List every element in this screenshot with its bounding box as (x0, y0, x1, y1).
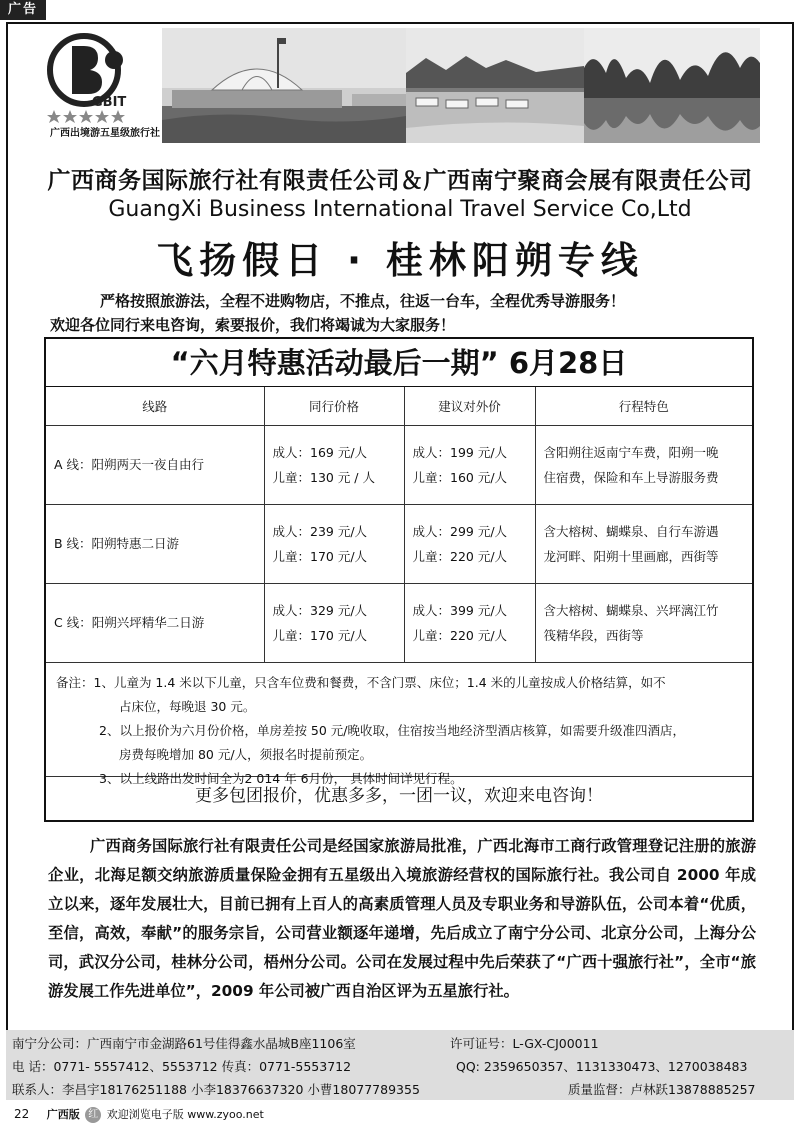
table-row (46, 583, 752, 662)
route-name: B 线：阳朔特惠二日游 (46, 504, 264, 583)
edition-badge-icon: 红 (85, 1107, 101, 1123)
header-retail-price: 建议对外价 (404, 387, 535, 425)
header-route: 线路 (46, 387, 264, 425)
ad-tag: 广告 (0, 0, 46, 20)
company-title-cn: 广西商务国际旅行社有限责任公司＆广西南宁聚商会展有限责任公司 (47, 168, 753, 194)
note-3: 3、以上线路出发时间全为2 014 年 6月份， 具体时间详见行程。 (99, 770, 463, 786)
headline: 飞扬假日 · 桂林阳朔专线 (156, 239, 644, 282)
photo-beach (406, 28, 584, 143)
price-table (46, 387, 752, 663)
peer-price: 成人：329 元/人 儿童：170 元/人 (264, 583, 404, 662)
logo-letters: GBIT (92, 95, 127, 110)
route-name: A 线：阳朔两天一夜自由行 (46, 425, 264, 504)
photo-karst-river (584, 28, 760, 143)
retail-price: 成人：399 元/人 儿童：220 元/人 (404, 583, 535, 662)
logo-mark (44, 32, 154, 124)
edition-label: 广西版 (46, 1108, 80, 1121)
offer-box (44, 337, 754, 822)
more-info: 更多包团报价，优惠多多，一团一议，欢迎来电咨询！ (195, 785, 603, 806)
license-number: 许可证号：L-GX-CJ00011 (450, 1036, 599, 1051)
branch-address: 南宁分公司：广西南宁市金湖路61号佳得鑫水晶城B座1106室 (12, 1036, 356, 1051)
table-header-row (46, 387, 752, 425)
offer-title: “六月特惠活动最后一期” 6月28日 (46, 339, 752, 387)
peer-price: 成人：239 元/人 儿童：170 元/人 (264, 504, 404, 583)
table-row (46, 425, 752, 504)
photo-convention-center (162, 28, 406, 143)
company-title-en: GuangXi Business International Travel Service Co,Ltd (108, 197, 692, 222)
note-2: 2、以上报价为六月份价格，单房差按 50 元/晚收取，住宿按当地经济型酒店核算，如需要升级准四酒店， (99, 722, 686, 738)
phone-fax: 电 话：0771- 5557412、5553712 传真：0771-5553712 (12, 1059, 352, 1074)
header-peer-price: 同行价格 (264, 387, 404, 425)
qq-numbers: QQ: 2359650357、1131330473、1270038483 (456, 1059, 748, 1074)
intro-line-2: 欢迎各位同行来电咨询，索要报价，我们将竭诚为大家服务！ (50, 316, 456, 334)
company-description: 广西商务国际旅行社有限责任公司是经国家旅游局批准，广西北海市工商行政管理登记注册的旅游企业，北海足额交纳旅游质量保险金拥有五星级出入境旅游经营权的国际旅行社。我公司自 2000 年成立以来，逐年发展壮大，目前已拥有上百人的高素质管理人员及专职业务和导游队伍，公司本着“优质，至信，高效，奉献”的服务宗旨，公司营业额逐年递增，先后成立了南宁分公司、北京分公司，上海分公司，武汉分公司，桂林分公司，梧州分公司。公司在发展过程中先后荣获了“广西十强旅行社”，全市“旅游发展工作先进单位”，2009 年公司被广西自治区评为五星旅行社。 (48, 837, 756, 1000)
header-features: 行程特色 (535, 387, 752, 425)
logo-caption: 广西出境游五星级旅行社 (50, 128, 160, 139)
contact-footer (6, 1030, 794, 1100)
note-1: 备注：1、儿童为 1.4 米以下儿童，只含车位费和餐费，不含门票、床位；1.4 米的儿童按成人价格结算，如不 (56, 674, 666, 690)
route-name: C 线：阳朔兴坪精华二日游 (46, 583, 264, 662)
note-1-cont: 占床位，每晚退 30 元。 (119, 698, 256, 714)
route-features: 含阳朔往返南宁车费，阳朔一晚 住宿费，保险和车上导游服务费 (535, 425, 752, 504)
retail-price: 成人：299 元/人 儿童：220 元/人 (404, 504, 535, 583)
company-logo (40, 32, 160, 142)
intro-line-1: 严格按照旅游法，全程不进购物店，不推点，往返一台车，全程优秀导游服务！ (100, 292, 626, 310)
peer-price: 成人：169 元/人 儿童：130 元 / 人 (264, 425, 404, 504)
table-row (46, 504, 752, 583)
notes (46, 663, 752, 786)
page-bottom (14, 1106, 264, 1123)
retail-price: 成人：199 元/人 儿童：160 元/人 (404, 425, 535, 504)
route-features: 含大榕树、蝴蝶泉、自行车游遇 龙河畔、阳朔十里画廊，西街等 (535, 504, 752, 583)
note-2-cont: 房费每晚增加 80 元/人，须报名时提前预定。 (119, 746, 373, 762)
quality-supervisor: 质量监督：卢林跃13878885257 (568, 1082, 756, 1097)
route-features: 含大榕树、蝴蝶泉、兴坪漓江竹 筏精华段，西街等 (535, 583, 752, 662)
page-number: 22 (14, 1107, 30, 1121)
website-link[interactable]: 欢迎浏览电子版 www.zyoo.net (106, 1108, 264, 1121)
contacts: 联系人：李昌宇18176251188 小李18376637320 小曹18077789355 (12, 1082, 420, 1097)
